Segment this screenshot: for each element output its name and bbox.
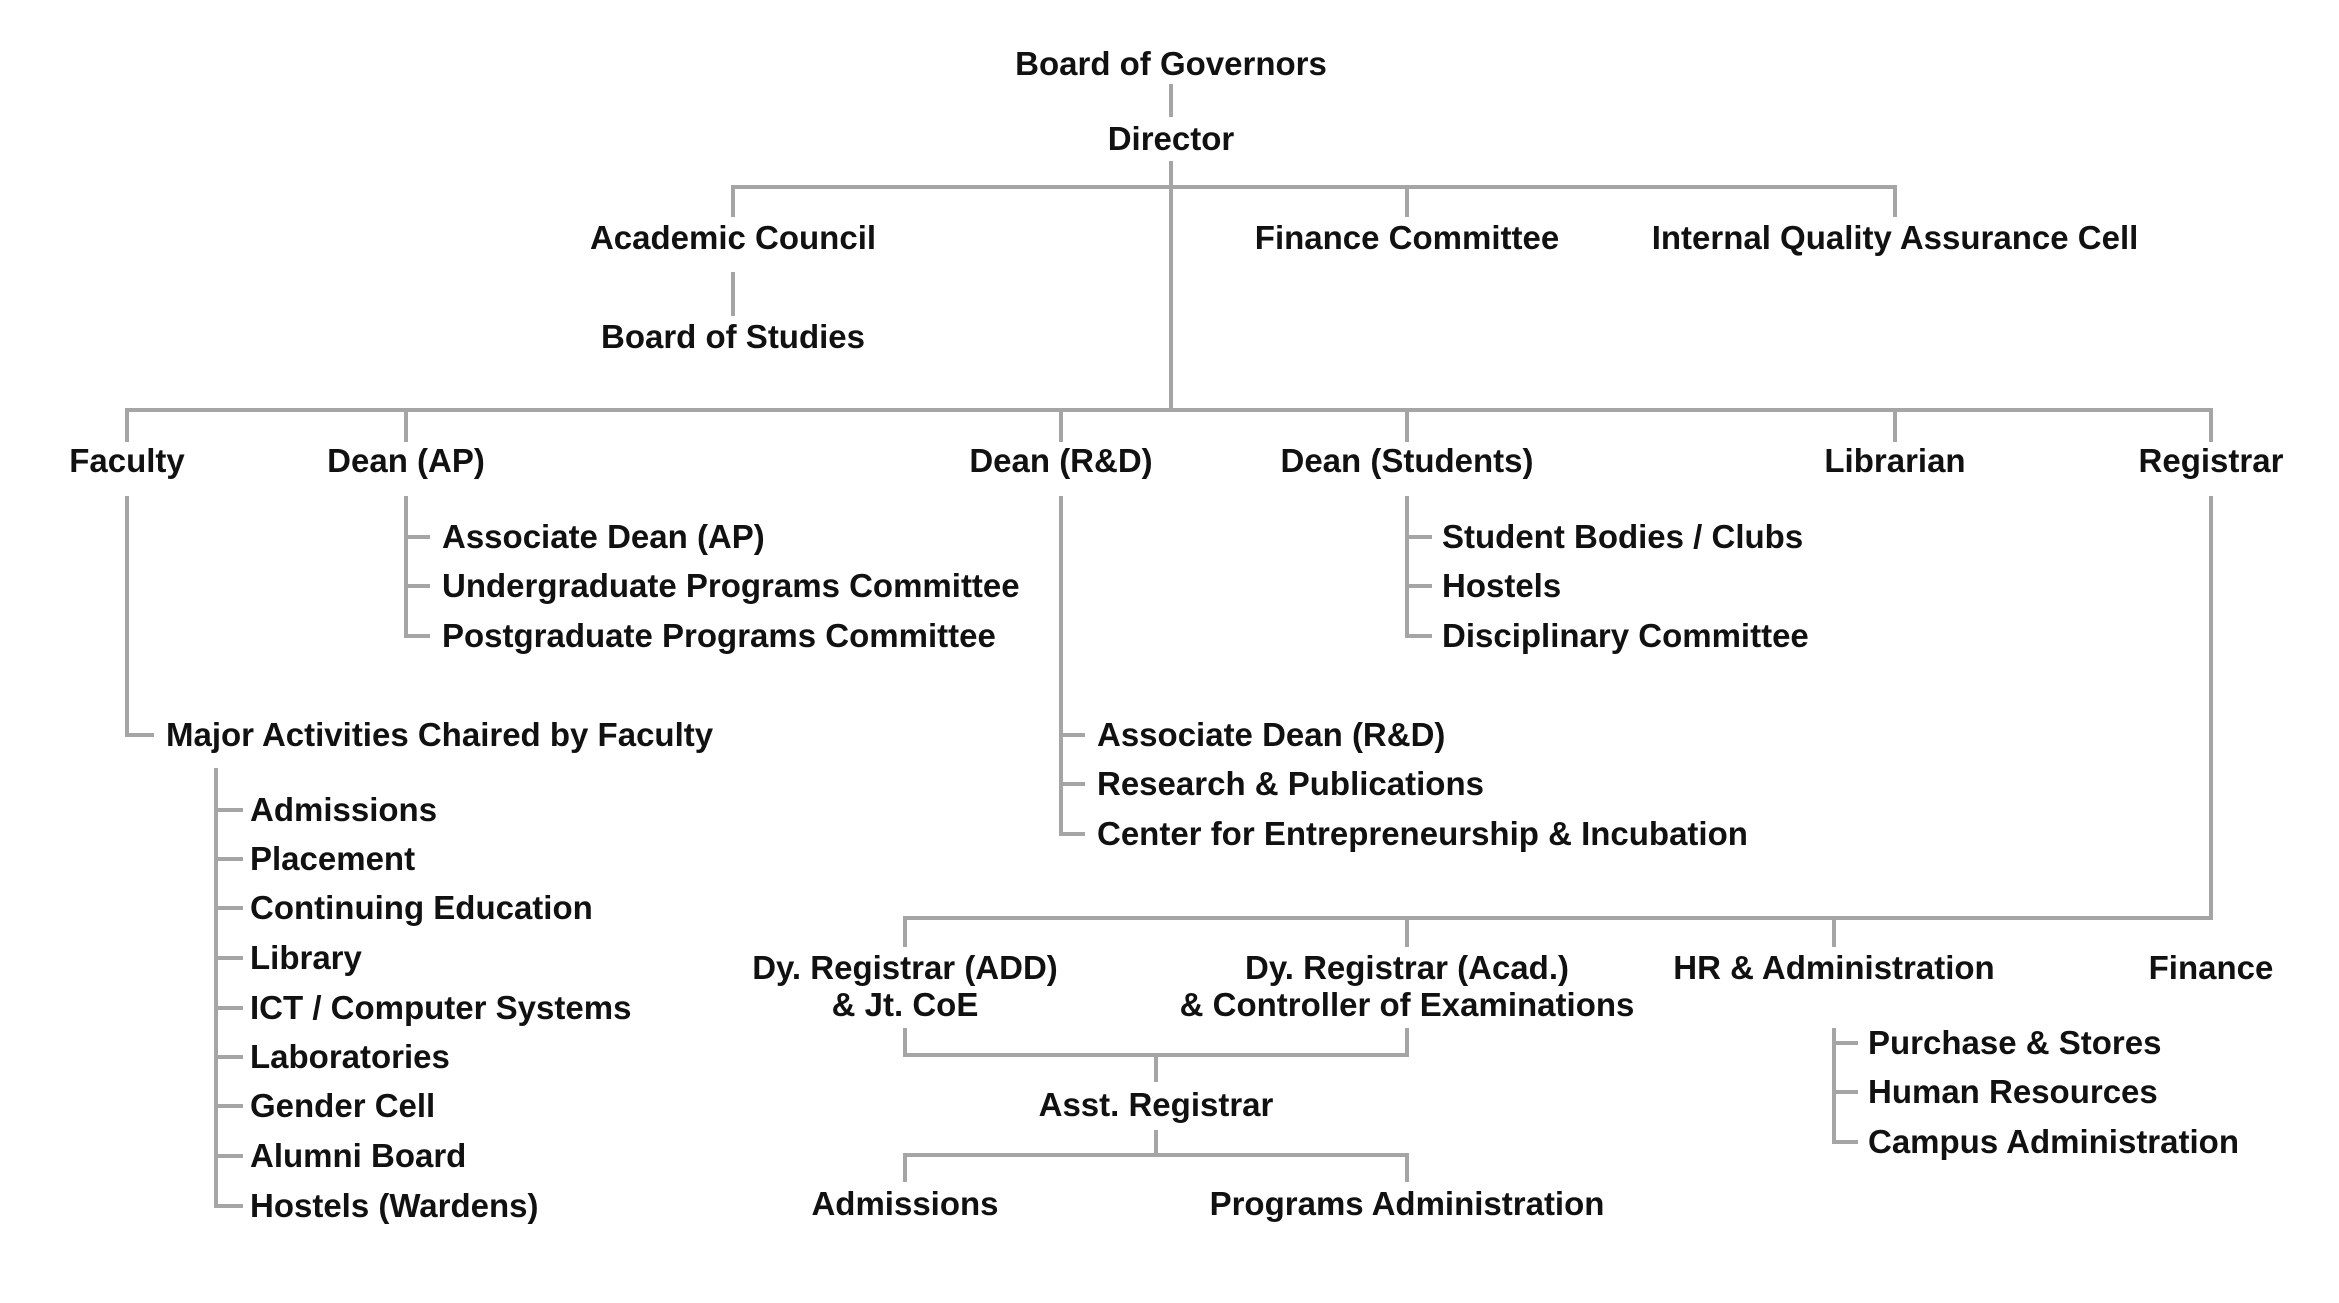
node-labels <box>69 45 2283 1224</box>
node-librarian: Librarian <box>1824 442 1966 479</box>
node-board-of-studies: Board of Studies <box>600 318 866 355</box>
node-dy-registrar-add-line1: Dy. Registrar (ADD) <box>752 949 1058 986</box>
node-ug-programs-committee: Undergraduate Programs Committee <box>442 567 1020 604</box>
node-board-of-governors: Board of Governors <box>1015 45 1327 82</box>
node-dean-students: Dean (Students) <box>1280 442 1534 479</box>
node-activity-laboratories: Laboratories <box>250 1038 450 1075</box>
node-faculty: Faculty <box>69 442 185 479</box>
node-finance: Finance <box>2148 949 2274 986</box>
node-pg-programs-committee: Postgraduate Programs Committee <box>442 617 996 654</box>
node-academic-council: Academic Council <box>589 219 877 256</box>
node-asst-registrar: Asst. Registrar <box>1038 1086 1274 1123</box>
node-entrepreneurship-incubation: Center for Entrepreneurship & Incubation <box>1097 815 1748 852</box>
node-major-activities-heading: Major Activities Chaired by Faculty <box>166 716 714 753</box>
node-finance-committee: Finance Committee <box>1254 219 1560 256</box>
node-disciplinary-committee: Disciplinary Committee <box>1442 617 1809 654</box>
node-hr-administration: HR & Administration <box>1673 949 1995 986</box>
node-registrar: Registrar <box>2138 442 2284 479</box>
node-activity-library: Library <box>250 939 362 976</box>
node-activity-continuing-education: Continuing Education <box>250 889 593 926</box>
node-activity-gender-cell: Gender Cell <box>250 1087 436 1124</box>
node-programs-administration: Programs Administration <box>1209 1185 1605 1222</box>
node-dean-ap: Dean (AP) <box>327 442 485 479</box>
node-student-bodies: Student Bodies / Clubs <box>1442 518 1804 555</box>
node-research-publications: Research & Publications <box>1097 765 1484 802</box>
node-iqac: Internal Quality Assurance Cell <box>1651 219 2139 256</box>
node-associate-dean-ap: Associate Dean (AP) <box>442 518 765 555</box>
node-campus-administration: Campus Administration <box>1868 1123 2239 1160</box>
node-dy-registrar-acad-line1: Dy. Registrar (Acad.) <box>1245 949 1569 986</box>
node-director: Director <box>1107 120 1235 157</box>
node-dy-registrar-acad-line2: & Controller of Examinations <box>1179 986 1635 1023</box>
node-activity-admissions: Admissions <box>250 791 438 828</box>
node-asst-admissions: Admissions <box>811 1185 999 1222</box>
node-activity-hostels-wardens: Hostels (Wardens) <box>250 1187 539 1224</box>
node-activity-alumni-board: Alumni Board <box>250 1137 467 1174</box>
node-activity-placement: Placement <box>250 840 416 877</box>
node-purchase-stores: Purchase & Stores <box>1868 1024 2162 1061</box>
node-dy-registrar-add-line2: & Jt. CoE <box>831 986 979 1023</box>
node-associate-dean-rd: Associate Dean (R&D) <box>1097 716 1446 753</box>
node-dean-rd: Dean (R&D) <box>969 442 1153 479</box>
node-human-resources: Human Resources <box>1868 1073 2158 1110</box>
node-hostels: Hostels <box>1442 567 1562 604</box>
node-activity-ict: ICT / Computer Systems <box>250 989 632 1026</box>
